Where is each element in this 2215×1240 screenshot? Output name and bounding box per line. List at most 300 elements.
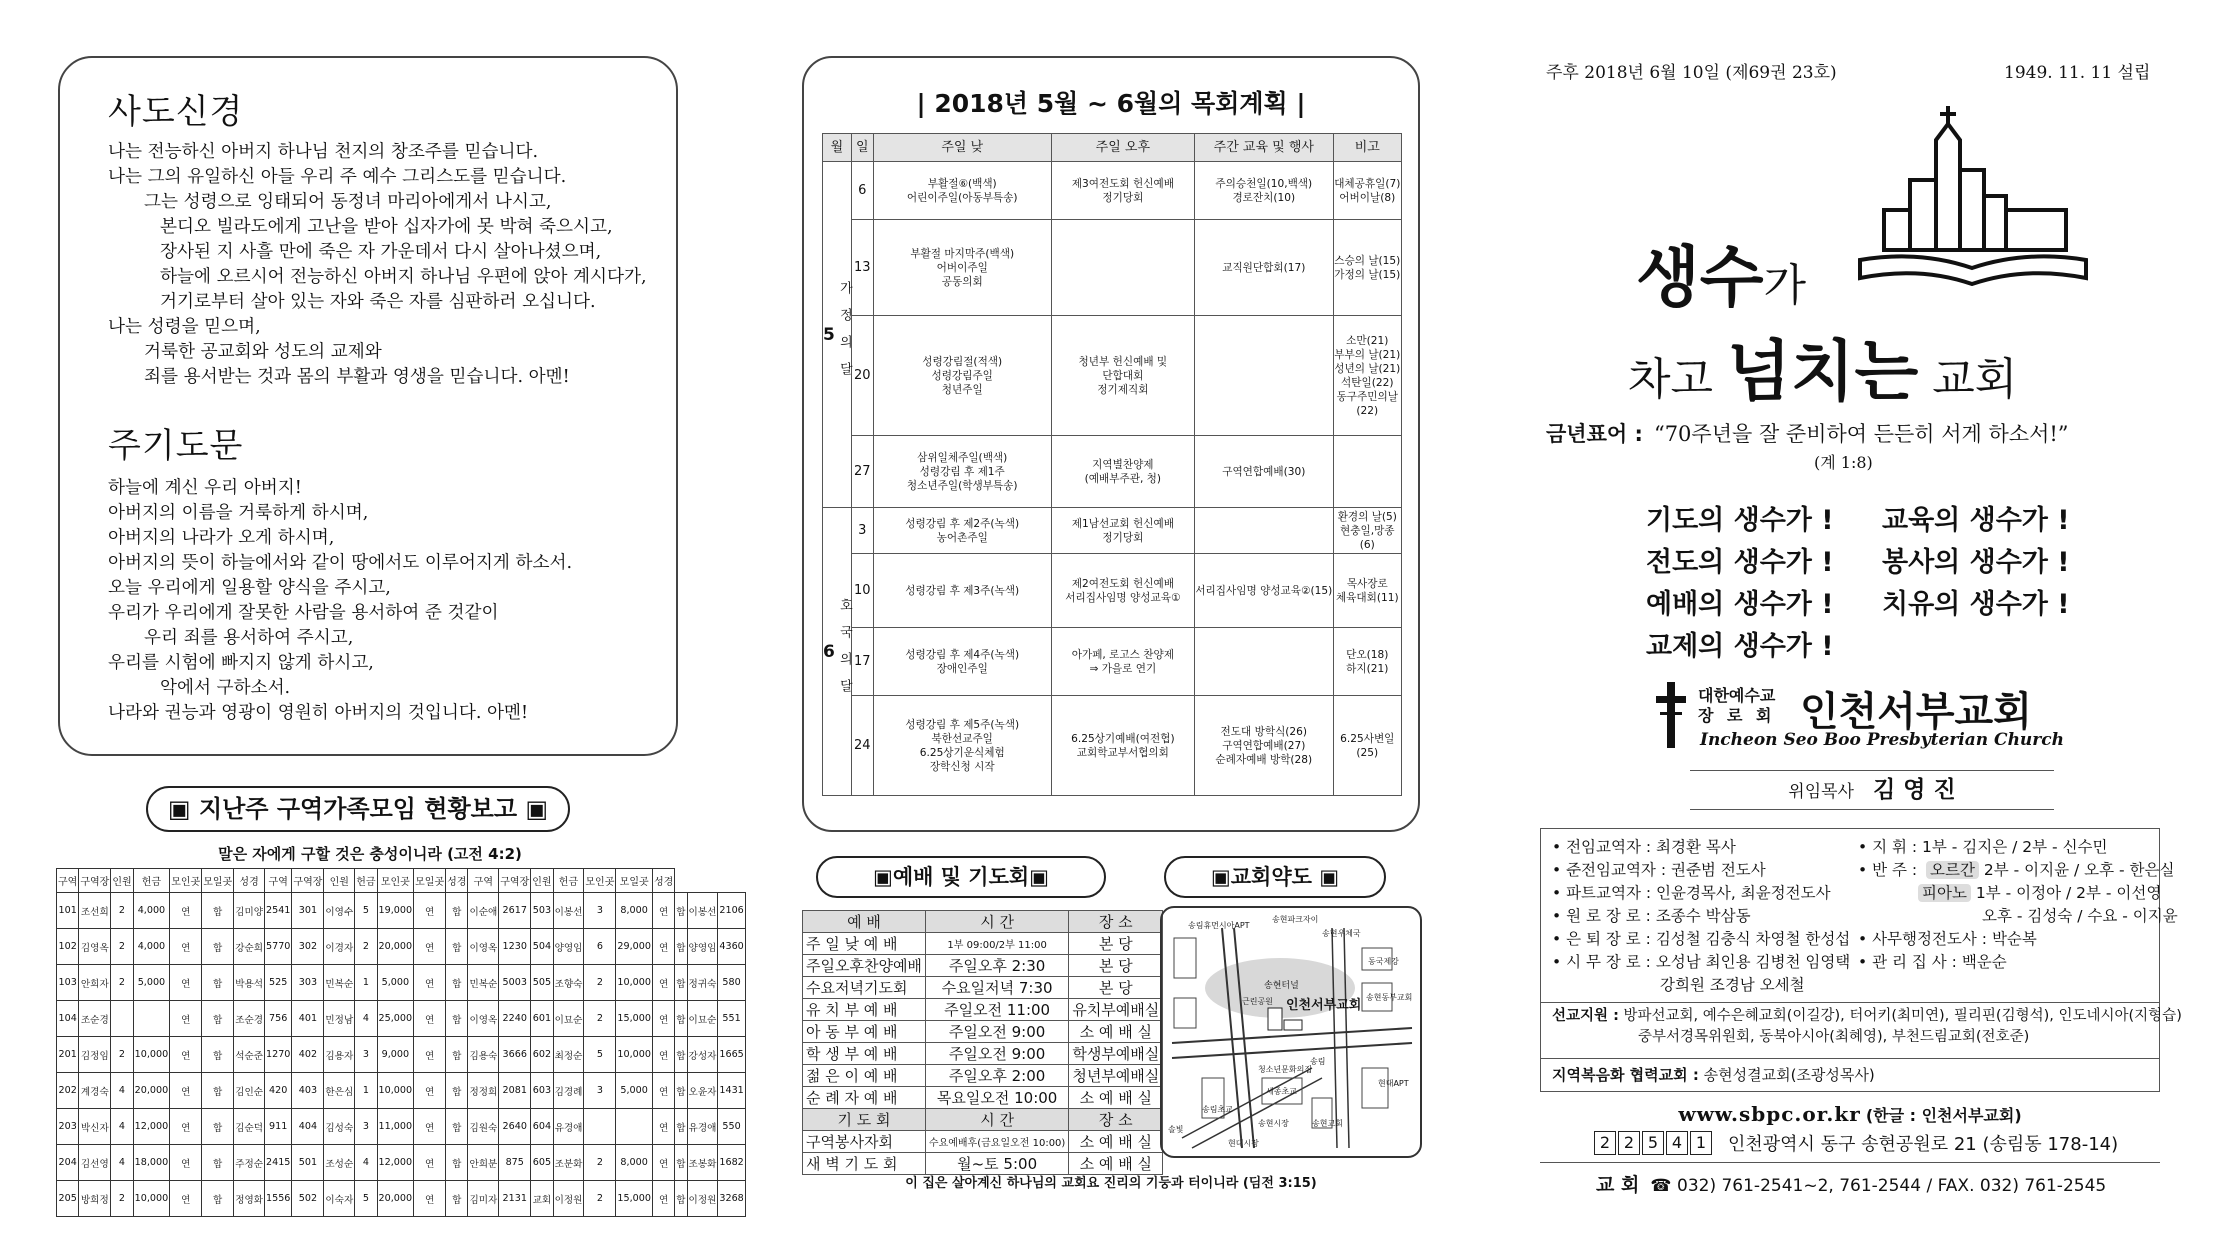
creed-line: 그는 성령으로 잉태되어 동정녀 마리아에게서 나시고,: [144, 192, 552, 212]
worship-cell: 수요예배후(금요일오전 10:00): [925, 1131, 1068, 1153]
worship-footer: 이 집은 살아계신 하나님의 교회요 진리의 기둥과 터이니라 (딤전 3:15): [905, 1176, 1317, 1191]
report-cell: 교회: [531, 1181, 553, 1217]
report-cell: 102: [57, 929, 79, 965]
worship-cell: 소 예 배 실: [1069, 1153, 1163, 1175]
report-cell: 19,000: [377, 893, 414, 929]
report-cell: 4: [355, 1001, 377, 1037]
report-cell: 안희분: [468, 1145, 499, 1181]
report-cell: 조성순: [324, 1145, 355, 1181]
report-cell: 1: [355, 1073, 377, 1109]
report-cell: 2541: [265, 893, 292, 929]
plan-col-month: 월: [823, 134, 852, 162]
pastor-name: 김 영 진: [1873, 777, 1956, 803]
report-cell: 이정원: [553, 1181, 584, 1217]
report-cell: 303: [292, 965, 324, 1001]
report-cell: 2640: [499, 1109, 531, 1145]
report-cell: 합: [202, 1073, 234, 1109]
plan-cell: 교직원단합회(17): [1195, 220, 1334, 316]
staff-line: • 준전임교역자 : 권준범 전도사: [1552, 861, 1766, 879]
report-cell: 401: [292, 1001, 324, 1037]
report-cell: 402: [292, 1037, 324, 1073]
zip-digit: 1: [1690, 1131, 1712, 1155]
report-cell: 8,000: [616, 893, 653, 929]
issue-date: 주후 2018년 6월 10일 (제69권 23호): [1546, 63, 1837, 83]
table-row: [823, 220, 1402, 316]
slogan: 봉사의 생수가 !: [1882, 547, 2070, 578]
report-cell: 박신자: [79, 1109, 111, 1145]
staff-line: 오후 - 김성숙 / 수요 - 이지윤: [1982, 907, 2178, 925]
plan-month-number: 6: [823, 641, 835, 662]
plan-day: 17: [851, 628, 873, 696]
map-label: 송현우체국: [1322, 929, 1361, 938]
missions-divider: [1540, 1002, 2160, 1003]
report-cell: 10,000: [377, 1073, 414, 1109]
plan-cell: 대체공휴일(7) 어버이날(8): [1333, 162, 1401, 220]
table-row: [823, 554, 1402, 628]
report-header-cell: 성경: [446, 869, 468, 893]
report-cell: 5: [355, 1181, 377, 1217]
plan-cell: 6.25사변일 (25): [1333, 696, 1401, 796]
address-line: [1594, 1130, 2118, 1156]
worship-table: [802, 910, 1163, 1175]
staff-label: • 반 주 :: [1858, 861, 1918, 879]
worship-cell: 수요저녁기도회: [803, 977, 926, 999]
report-cell: 조순경: [234, 1001, 265, 1037]
table-row: [803, 955, 1163, 977]
report-cell: 합: [446, 1109, 468, 1145]
plan-cell: [1195, 316, 1334, 436]
slogan: 치유의 생수가 !: [1882, 589, 2070, 620]
report-cell: 1: [355, 965, 377, 1001]
hero-bold-word: 넘치는: [1727, 333, 1919, 410]
report-cell: 이영옥: [468, 929, 499, 965]
staff-line: • 은 퇴 장 로 : 김성철 김충식 차영철 한성섭: [1552, 930, 1851, 948]
map-label: 동국제강: [1368, 957, 1399, 966]
worship-header-cell: 시 간: [925, 911, 1068, 933]
plan-day: 24: [851, 696, 873, 796]
church-building-icon: [1840, 100, 2112, 286]
pastor-line: [1690, 770, 2054, 810]
report-cell: 5,000: [616, 1073, 653, 1109]
report-cell: 205: [57, 1181, 79, 1217]
plan-cell: 부활절⑥(백색) 어린이주일(아동부특송): [873, 162, 1051, 220]
worship-header-cell: 시 간: [925, 1109, 1068, 1131]
report-cell: [616, 1109, 653, 1145]
founded-date: 1949. 11. 11 설립: [2004, 63, 2151, 83]
report-cell: 5: [355, 893, 377, 929]
report-cell: 2: [584, 1145, 616, 1181]
plan-cell: 제2여전도회 헌신예배 서리집사임명 양성교육①: [1051, 554, 1194, 628]
zip-digit: 5: [1642, 1131, 1664, 1155]
missions-label: 선교지원 :: [1552, 1008, 1619, 1024]
report-title: ▣ 지난주 구역가족모임 현황보고 ▣: [146, 786, 570, 832]
report-cell: 12,000: [377, 1145, 414, 1181]
prayer-title: 주기도문: [108, 426, 244, 466]
report-cell: 5,000: [377, 965, 414, 1001]
report-cell: 연: [652, 1037, 674, 1073]
report-cell: 3: [355, 1109, 377, 1145]
table-row: [57, 1181, 746, 1217]
report-cell: 580: [718, 965, 745, 1001]
report-cell: 양영임: [687, 929, 718, 965]
report-cell: 합: [202, 965, 234, 1001]
worship-cell: 주일오후 2:30: [925, 955, 1068, 977]
evang-text: 송현성결교회(조광성목사): [1703, 1066, 1875, 1084]
staff-line: • 시 무 장 로 : 오성남 최인용 김병천 임영택: [1552, 953, 1851, 971]
report-cell: 이묘순: [553, 1001, 584, 1037]
table-row: [57, 1037, 746, 1073]
missions-text: 방파선교회, 예수은혜교회(이길강), 터어키(최미연), 필리핀(김형석), 인도네시아(지형습): [1623, 1008, 2182, 1024]
report-cell: 204: [57, 1145, 79, 1181]
report-cell: 민복순: [468, 965, 499, 1001]
plan-month-label: [823, 281, 851, 389]
creed-text: [108, 140, 647, 390]
report-cell: 조선희: [79, 893, 111, 929]
plan-cell: 지역별찬양제 (예배부주관, 청): [1051, 436, 1194, 508]
report-cell: 연: [170, 1037, 202, 1073]
report-cell: 김영옥: [79, 929, 111, 965]
report-header-cell: 구역: [265, 869, 292, 893]
church-map: [1160, 906, 1422, 1158]
website-link[interactable]: www.sbpc.or.kr: [1678, 1102, 1861, 1126]
worship-cell: 주일오전 9:00: [925, 1021, 1068, 1043]
report-cell: 강성자: [687, 1037, 718, 1073]
report-cell: 오윤자: [687, 1073, 718, 1109]
slogan: 전도의 생수가 !: [1646, 547, 1834, 578]
report-cell: 연: [170, 1073, 202, 1109]
report-cell: 550: [718, 1109, 745, 1145]
report-cell: 이영수: [324, 893, 355, 929]
report-cell: 10,000: [616, 1037, 653, 1073]
report-cell: 10,000: [133, 1181, 170, 1217]
report-cell: 연: [652, 1109, 674, 1145]
report-cell: 합: [446, 1145, 468, 1181]
piano-badge: 피아노: [1918, 884, 1971, 902]
report-cell: 최정순: [553, 1037, 584, 1073]
plan-cell: 성령강림 후 제4주(녹색) 장애인주일: [873, 628, 1051, 696]
report-cell: 연: [414, 1181, 446, 1217]
report-cell: 101: [57, 893, 79, 929]
report-cell: 9,000: [377, 1037, 414, 1073]
plan-cell: 제1남선교회 헌신예배 정기당회: [1051, 508, 1194, 554]
report-cell: 5: [584, 1037, 616, 1073]
plan-cell: 환경의 날(5) 현충일,망종(6): [1333, 508, 1401, 554]
worship-cell: 본 당: [1069, 977, 1163, 999]
report-header-cell: 헌금: [553, 869, 584, 893]
report-cell: 15,000: [616, 1001, 653, 1037]
cross-logo-icon: [1654, 680, 1688, 750]
staff-value: 2부 - 이지윤 / 오후 - 한은실: [1983, 861, 2175, 879]
report-cell: 연: [414, 1037, 446, 1073]
report-header-cell: 모일곳: [414, 869, 446, 893]
plan-cell: 청년부 헌신예배 및 단합대회 정기제직회: [1051, 316, 1194, 436]
worship-header-cell: 장 소: [1069, 1109, 1163, 1131]
report-cell: 3: [584, 893, 616, 929]
report-cell: 연: [170, 929, 202, 965]
report-header-cell: 성경: [234, 869, 265, 893]
slogan: 교육의 생수가 !: [1882, 505, 2070, 536]
report-header-cell: 구역: [57, 869, 79, 893]
creed-line: 장사된 지 사흘 만에 죽은 자 가운데서 다시 살아나셨으며,: [160, 242, 602, 262]
plan-day: 27: [851, 436, 873, 508]
report-cell: 20,000: [377, 929, 414, 965]
report-cell: 연: [414, 1109, 446, 1145]
zip-digit: 4: [1666, 1131, 1688, 1155]
report-cell: 김미양: [234, 893, 265, 929]
plan-col-notes: 비고: [1333, 134, 1401, 162]
motto: [1546, 418, 2069, 448]
staff-line: • 파트교역자 : 인윤경목사, 최윤정전도사: [1552, 884, 1831, 902]
table-row: [823, 316, 1402, 436]
report-cell: 민정남: [324, 1001, 355, 1037]
table-row: [57, 893, 746, 929]
hero-bold-word: 생수: [1636, 239, 1764, 316]
report-cell: 합: [675, 1109, 687, 1145]
report-cell: 연: [170, 965, 202, 1001]
worship-cell: 월~토 5:00: [925, 1153, 1068, 1175]
report-cell: 연: [652, 893, 674, 929]
report-header-cell: 인원: [111, 869, 133, 893]
report-cell: [584, 1109, 616, 1145]
address: 인천광역시 동구 송현공원로 21 (송림동 178-14): [1728, 1134, 2119, 1155]
report-cell: 조분화: [553, 1145, 584, 1181]
motto-text: “70주년을 잘 준비하여 든든히 서게 하소서!”: [1653, 422, 2069, 446]
worship-header-row: [803, 911, 1163, 933]
worship-cell: 목요일오전 10:00: [925, 1087, 1068, 1109]
report-cell: 합: [675, 1037, 687, 1073]
report-cell: 2: [111, 1181, 133, 1217]
plan-cell: 성령강림 후 제5주(녹색) 북한선교주일 6.25상기운식체험 장학신청 시작: [873, 696, 1051, 796]
report-cell: 11,000: [377, 1109, 414, 1145]
phone-label: 교 회: [1596, 1174, 1640, 1196]
report-cell: 합: [202, 1001, 234, 1037]
plan-day: 20: [851, 316, 873, 436]
report-cell: 201: [57, 1037, 79, 1073]
creed-line: 나는 그의 유일하신 아들 우리 주 예수 그리스도를 믿습니다.: [108, 167, 567, 187]
plan-col-weekly: 주간 교육 및 행사: [1195, 134, 1334, 162]
plan-cell: 제3여전도회 헌신예배 정기당회: [1051, 162, 1194, 220]
report-header-cell: 모인곳: [170, 869, 202, 893]
worship-cell: 학 생 부 예 배: [803, 1043, 926, 1065]
report-cell: 김용숙: [468, 1037, 499, 1073]
creed-title: 사도신경: [108, 92, 244, 132]
prayer-line: 악에서 구하소서.: [160, 678, 291, 698]
plan-day: 3: [851, 508, 873, 554]
plan-cell: 아가페, 로고스 찬양제 ⇒ 가을로 연기: [1051, 628, 1194, 696]
report-cell: 10,000: [616, 965, 653, 1001]
report-cell: 2: [111, 1037, 133, 1073]
report-cell: [111, 1001, 133, 1037]
report-cell: 합: [446, 929, 468, 965]
prayer-line: 나라와 권능과 영광이 영원히 아버지의 것입니다. 아멘!: [108, 703, 529, 723]
report-cell: 정영화: [234, 1181, 265, 1217]
plan-month-theme: 호국의달: [836, 597, 852, 706]
report-cell: 8,000: [616, 1145, 653, 1181]
report-cell: 4: [111, 1109, 133, 1145]
report-cell: 2240: [499, 1001, 531, 1037]
table-row: [57, 929, 746, 965]
table-row: [823, 436, 1402, 508]
map-label: 송현교회: [1312, 1119, 1343, 1128]
worship-cell: 유 치 부 예 배: [803, 999, 926, 1021]
report-cell: 911: [265, 1109, 292, 1145]
report-cell: 2: [111, 929, 133, 965]
report-cell: 이경자: [324, 929, 355, 965]
phone-number: ☎ 032) 761-2541~2, 761-2544 / FAX. 032) 761-2545: [1650, 1176, 2107, 1196]
report-header-cell: 구역장: [79, 869, 111, 893]
report-cell: 박용석: [234, 965, 265, 1001]
report-cell: 301: [292, 893, 324, 929]
report-cell: 합: [446, 1073, 468, 1109]
report-cell: 연: [414, 1001, 446, 1037]
report-cell: 조향숙: [553, 965, 584, 1001]
report-header-cell: 모일곳: [616, 869, 653, 893]
report-cell: 403: [292, 1073, 324, 1109]
report-cell: 25,000: [377, 1001, 414, 1037]
table-row: [823, 696, 1402, 796]
report-cell: 합: [202, 1145, 234, 1181]
prayer-text: [108, 476, 572, 726]
website: [1540, 1102, 2160, 1126]
report-cell: 3: [355, 1037, 377, 1073]
report-cell: 양영임: [553, 929, 584, 965]
report-cell: 29,000: [616, 929, 653, 965]
worship-cell: 유치부예배실: [1069, 999, 1163, 1021]
report-cell: 계경숙: [79, 1073, 111, 1109]
report-cell: 2: [355, 929, 377, 965]
creed-line: 거룩한 공교회와 성도의 교제와: [144, 342, 382, 362]
report-cell: 2: [111, 965, 133, 1001]
report-header-cell: 모일곳: [202, 869, 234, 893]
report-cell: 합: [202, 1181, 234, 1217]
report-cell: 연: [170, 1109, 202, 1145]
hero-suffix: 가: [1763, 260, 1807, 311]
plan-cell: 전도대 방학식(26) 구역연합예배(27) 순례자예배 방학(28): [1195, 696, 1334, 796]
report-cell: 연: [652, 1001, 674, 1037]
worship-cell: 주일오전 11:00: [925, 999, 1068, 1021]
table-row: [823, 508, 1402, 554]
slogan: 기도의 생수가 !: [1646, 505, 1834, 536]
report-cell: 김성숙: [324, 1109, 355, 1145]
report-cell: 연: [170, 1001, 202, 1037]
worship-cell: 새 벽 기 도 회: [803, 1153, 926, 1175]
worship-cell: 소 예 배 실: [1069, 1131, 1163, 1153]
hero-line2: [1628, 318, 2017, 413]
table-row: [57, 965, 746, 1001]
report-cell: 5,000: [133, 965, 170, 1001]
worship-cell: 1부 09:00/2부 11:00: [925, 933, 1068, 955]
plan-table: [822, 133, 1402, 796]
report-cell: 502: [292, 1181, 324, 1217]
report-header-cell: 모인곳: [377, 869, 414, 893]
report-cell: 104: [57, 1001, 79, 1037]
worship-cell: 순 례 자 예 배: [803, 1087, 926, 1109]
plan-day: 10: [851, 554, 873, 628]
plan-cell: [1195, 508, 1334, 554]
map-label: 송현터널: [1264, 981, 1299, 991]
report-header-cell: 성경: [652, 869, 674, 893]
worship-cell: 본 당: [1069, 955, 1163, 977]
prayer-line: 아버지의 뜻이 하늘에서와 같이 땅에서도 이루어지게 하소서.: [108, 553, 573, 573]
table-row: [803, 1043, 1163, 1065]
missions-line: 중부서경목위원회, 동북아시아(최혜영), 부천드림교회(전호준): [1638, 1029, 2030, 1045]
report-cell: 6: [584, 929, 616, 965]
motto-ref: (계 1:8): [1814, 453, 1873, 472]
report-cell: 이봉선: [687, 893, 718, 929]
report-cell: 합: [675, 1001, 687, 1037]
prayer-line: 아버지의 나라가 오게 하시며,: [108, 528, 335, 548]
report-cell: 주정순: [234, 1145, 265, 1181]
report-cell: 김미자: [468, 1181, 499, 1217]
report-cell: 합: [675, 1073, 687, 1109]
report-cell: 2: [584, 965, 616, 1001]
report-cell: 4: [355, 1145, 377, 1181]
report-cell: 김경례: [553, 1073, 584, 1109]
report-cell: 2: [111, 893, 133, 929]
report-header-cell: 구역장: [499, 869, 531, 893]
map-label: 근린공원: [1242, 997, 1273, 1006]
report-cell: 551: [718, 1001, 745, 1037]
plan-col-day: 일: [851, 134, 873, 162]
report-cell: 연: [414, 929, 446, 965]
motto-label: 금년표어 :: [1546, 422, 1643, 446]
denomination-line: 대한예수교: [1698, 686, 1776, 705]
missions: [1552, 1006, 2182, 1048]
worship-cell: 수요일저녁 7:30: [925, 977, 1068, 999]
plan-cell: 성령강림절(적색) 성령강림주일 청년주일: [873, 316, 1051, 436]
report-cell: 합: [675, 1181, 687, 1217]
worship-header-cell: 예 배: [803, 911, 926, 933]
report-cell: 1230: [499, 929, 531, 965]
slogan: 교제의 생수가 !: [1646, 631, 1834, 662]
report-cell: 연: [414, 893, 446, 929]
report-cell: 756: [265, 1001, 292, 1037]
plan-cell: [1333, 436, 1401, 508]
creed-line: 죄를 용서받는 것과 몸의 부활과 영생을 믿습니다. 아멘!: [144, 367, 570, 387]
plan-cell: 삼위일체주일(백색) 성령강림 후 제1주 청소년주일(학생부특송): [873, 436, 1051, 508]
report-cell: 420: [265, 1073, 292, 1109]
staff-left: [1552, 836, 1850, 997]
contact-divider: [1540, 1162, 2160, 1163]
map-label: 송현동부교회: [1366, 993, 1413, 1002]
report-cell: 2617: [499, 893, 531, 929]
staff-line: • 원 로 장 로 : 조종수 박삼동: [1552, 907, 1751, 925]
report-cell: 505: [531, 965, 553, 1001]
plan-cell: 소만(21) 부부의 날(21) 성년의 날(21) 석탄일(22) 동구주민의날 (22): [1333, 316, 1401, 436]
plan-title: | 2018년 5월 ~ 6월의 목회계획 |: [916, 89, 1306, 118]
report-cell: 조순경: [79, 1001, 111, 1037]
report-cell: 4360: [718, 929, 745, 965]
report-table: [56, 868, 746, 1217]
table-row: [823, 628, 1402, 696]
report-cell: 연: [652, 929, 674, 965]
map-label: 현대시장: [1228, 1139, 1259, 1148]
plan-cell: 서리집사임명 양성교육②(15): [1195, 554, 1334, 628]
report-cell: 합: [202, 929, 234, 965]
report-cell: 합: [675, 929, 687, 965]
report-cell: 이영옥: [468, 1001, 499, 1037]
report-cell: 875: [499, 1145, 531, 1181]
report-cell: 합: [202, 1037, 234, 1073]
report-cell: 404: [292, 1109, 324, 1145]
plan-month-label: [823, 598, 851, 706]
report-cell: 3: [584, 1073, 616, 1109]
report-verse: 말은 자에게 구할 것은 충성이니라 (고전 4:2): [218, 845, 522, 863]
report-cell: 2106: [718, 893, 745, 929]
worship-cell: 주 일 낮 예 배: [803, 933, 926, 955]
phone-line: [1596, 1170, 2106, 1197]
zip-digit: 2: [1594, 1131, 1616, 1155]
